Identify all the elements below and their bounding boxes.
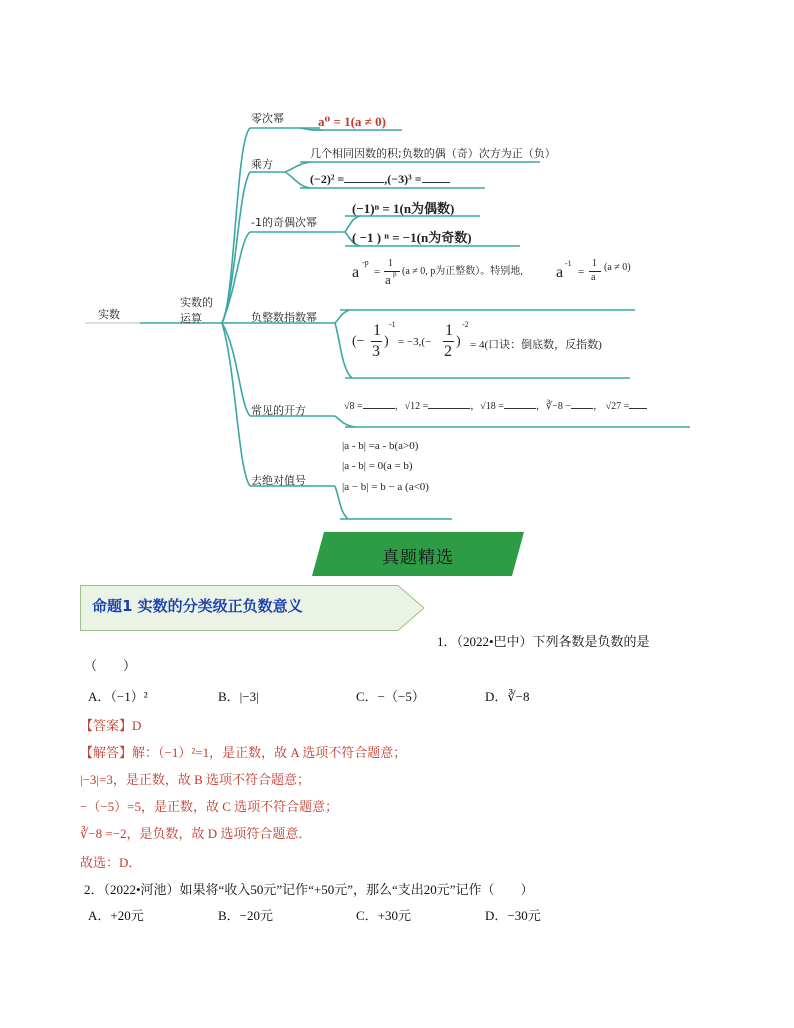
- root-8: √8 =: [344, 401, 363, 412]
- special-sup: -1: [565, 259, 572, 268]
- def-lhs: a: [352, 264, 360, 281]
- root-27: ， √27 =: [593, 401, 630, 412]
- def-frac-den: a: [385, 272, 391, 287]
- node-neg-one-power-label: -1的奇偶次幂: [251, 216, 317, 229]
- node-neg-int-exp-label: 负整数指数幂: [251, 311, 317, 324]
- q1-solution-line-4: ∛−8 =−2，是负数，故 D 选项符合题意．: [80, 826, 312, 841]
- ex-den1: 3: [372, 343, 380, 360]
- ex-close2: ): [456, 334, 461, 349]
- special-cond: (a ≠ 0): [604, 262, 631, 273]
- root-12: ，√12 =: [394, 401, 429, 412]
- answer-blank[interactable]: [629, 400, 647, 409]
- node-roots-exercises: [344, 397, 647, 412]
- q1-paren: （ ）: [84, 658, 137, 673]
- mindmap-branch-line2: 运算: [180, 312, 202, 325]
- q1-option-d[interactable]: D．∛−8: [485, 689, 530, 704]
- abs-rule-3: |a − b| = b − a (a<0): [342, 481, 429, 493]
- answer-blank[interactable]: [571, 400, 593, 409]
- answer-blank[interactable]: [363, 400, 395, 409]
- q2-option-b[interactable]: B．−20元: [218, 908, 274, 923]
- q1-solution-line-1: [80, 742, 406, 761]
- abs-rule-2: |a - b| = 0(a = b): [342, 460, 413, 472]
- ex-end: = 4(口诀：倒底数，反指数): [470, 339, 602, 351]
- def-frac-num: 1: [388, 258, 393, 269]
- q1-solution-label: 【解答】: [80, 745, 133, 760]
- q1-answer-label: 【答案】: [80, 718, 133, 733]
- answer-blank[interactable]: [504, 400, 536, 409]
- q1-answer: [80, 715, 141, 734]
- ex-num1: 1: [373, 322, 381, 339]
- ex-sup1: -1: [389, 320, 396, 329]
- q1-option-a[interactable]: A．（−1）²: [88, 689, 148, 704]
- q2-stem: 2．（2022•河池）如果将“收入50元”记作“+50元”，那么“支出20元”记作（ ）: [84, 882, 534, 897]
- node-zero-power-formula: a⁰ = 1(a ≠ 0): [318, 114, 386, 129]
- ex-den2: 2: [444, 343, 452, 360]
- special-lhs: a: [556, 264, 564, 281]
- root-18: ，√18 =: [470, 401, 504, 412]
- answer-blank[interactable]: [422, 172, 450, 183]
- mindmap-branch-line1: 实数的: [180, 296, 213, 309]
- def-sup: -p: [362, 258, 369, 267]
- q1-option-c[interactable]: C．−（−5）: [356, 689, 425, 704]
- def-eq: =: [374, 266, 381, 278]
- mindmap-root: 实数: [98, 308, 120, 321]
- power-exercise-b: ,(−3)³ =: [384, 172, 422, 186]
- q1-answer-value: D: [132, 718, 142, 733]
- node-neg-one-even: (−1)ⁿ = 1(n为偶数): [352, 201, 455, 216]
- special-frac-den: a: [591, 272, 596, 283]
- ex-num2: 1: [445, 322, 453, 339]
- q2-option-a[interactable]: A．+20元: [88, 908, 144, 923]
- def-frac-den-sup: p: [393, 270, 397, 278]
- node-power-rule: 几个相同因数的积;负数的偶（奇）次方为正（负）: [310, 147, 556, 160]
- node-power-exercise: [310, 172, 450, 187]
- q2-option-c[interactable]: C．+30元: [356, 908, 412, 923]
- q1-solution-line-5: 故选：D．: [80, 855, 142, 870]
- node-roots-label: 常见的开方: [251, 404, 306, 417]
- ex-mid: = −3,(−: [398, 336, 432, 348]
- answer-blank[interactable]: [344, 172, 384, 183]
- topic-title: 命题1 实数的分类级正负数意义: [92, 597, 303, 615]
- special-eq: =: [578, 266, 585, 278]
- ex-frac-bar2: [443, 341, 454, 342]
- ex-frac-bar1: [371, 341, 382, 342]
- answer-blank[interactable]: [428, 400, 470, 409]
- q1-solution-line-3: −（−5）=5，是正数，故 C 选项不符合题意；: [80, 799, 339, 814]
- node-neg-one-odd: ( −1 ) ⁿ = −1(n为奇数): [352, 230, 472, 245]
- special-frac-num: 1: [592, 258, 597, 269]
- q1-solution-text: 解：（−1）²=1，是正数，故 A 选项不符合题意；: [132, 745, 407, 760]
- def-cond: (a ≠ 0, p为正整数）。特别地,: [402, 266, 523, 277]
- node-zero-power-label: 零次幂: [251, 112, 284, 125]
- section-banner-title: 真题精选: [382, 548, 454, 568]
- ex-open1: (−: [352, 334, 365, 349]
- ex-sup2: -2: [462, 320, 469, 329]
- node-power-label: 乘方: [251, 158, 273, 171]
- q1-stem: 1．（2022•巴中）下列各数是负数的是: [437, 634, 650, 649]
- power-exercise-a: (−2)² =: [310, 172, 345, 186]
- abs-rule-1: |a - b| =a - b(a>0): [342, 440, 419, 452]
- ex-close1: ): [384, 334, 389, 349]
- cbrt-neg-8: ，∛−8 −: [535, 401, 572, 412]
- q2-option-d[interactable]: D．−30元: [485, 908, 541, 923]
- q1-solution-line-2: |−3|=3，是正数，故 B 选项不符合题意；: [80, 772, 311, 787]
- node-abs-label: 去绝对值号: [251, 474, 306, 487]
- q1-option-b[interactable]: B．|−3|: [218, 689, 259, 704]
